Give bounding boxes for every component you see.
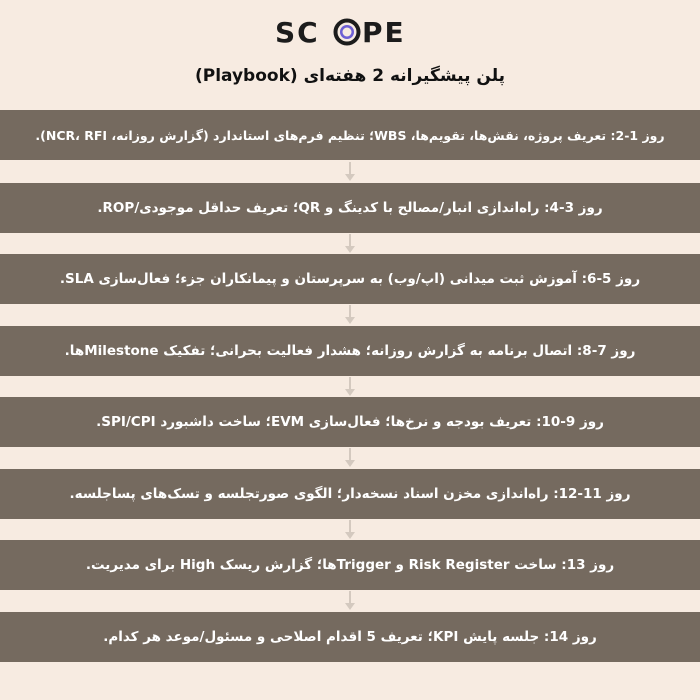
step-box [0, 469, 700, 519]
step-text: روز 1-2: تعریف پروژه، نقش‌ها، تقویم‌ها، WBS؛ تنظیم فرم‌های استاندارد (گزارش روزانه، NCR، RFI). [35, 127, 665, 143]
page-title: پلن پیشگیرانه 2 هفته‌ای (Playbook) [194, 66, 506, 86]
step-box [0, 612, 700, 662]
down-arrow-icon [345, 234, 355, 254]
step-box [0, 254, 700, 304]
step-text: روز 3-4: راه‌اندازی انبار/مصالح با کدینگ و QR؛ تعریف حداقل موجودی/ROP. [97, 200, 603, 216]
step-text: روز 14: جلسه پایش KPI؛ تعریف 5 اقدام اصلاحی و مسئول/موعد هر کدام. [103, 629, 597, 645]
step-box [0, 326, 700, 376]
down-arrow-icon [345, 377, 355, 397]
scope-logo [0, 14, 700, 50]
step-box [0, 397, 700, 447]
down-arrow-icon [345, 448, 355, 468]
svg-text:PE: PE [362, 16, 406, 49]
step-text: روز 13: ساخت Risk Register و Triggerها؛ گزارش ریسک High برای مدیریت. [85, 557, 615, 573]
lens-icon [336, 21, 359, 44]
step-text: روز 11-12: راه‌اندازی مخزن اسناد نسخه‌دار؛ الگوی صورتجلسه و تسک‌های پساجلسه. [69, 486, 631, 502]
step-box [0, 110, 700, 160]
down-arrow-icon [345, 591, 355, 611]
down-arrow-icon [345, 520, 355, 540]
scope-logo-mark [275, 15, 425, 49]
step-box [0, 183, 700, 233]
step-box [0, 540, 700, 590]
step-text: روز 9-10: تعریف بودجه و نرخ‌ها؛ فعال‌سازی EVM؛ ساخت داشبورد SPI/CPI. [96, 414, 604, 430]
step-text: روز 7-8: اتصال برنامه به گزارش روزانه؛ هشدار فعالیت بحرانی؛ تفکیک Milestoneها. [64, 343, 636, 359]
svg-text:SC: SC [275, 16, 320, 49]
down-arrow-icon [345, 162, 355, 182]
step-text: روز 5-6: آموزش ثبت میدانی (اپ/وب) به سرپرستان و پیمانکاران جزء؛ فعال‌سازی SLA. [59, 271, 641, 287]
down-arrow-icon [345, 305, 355, 325]
